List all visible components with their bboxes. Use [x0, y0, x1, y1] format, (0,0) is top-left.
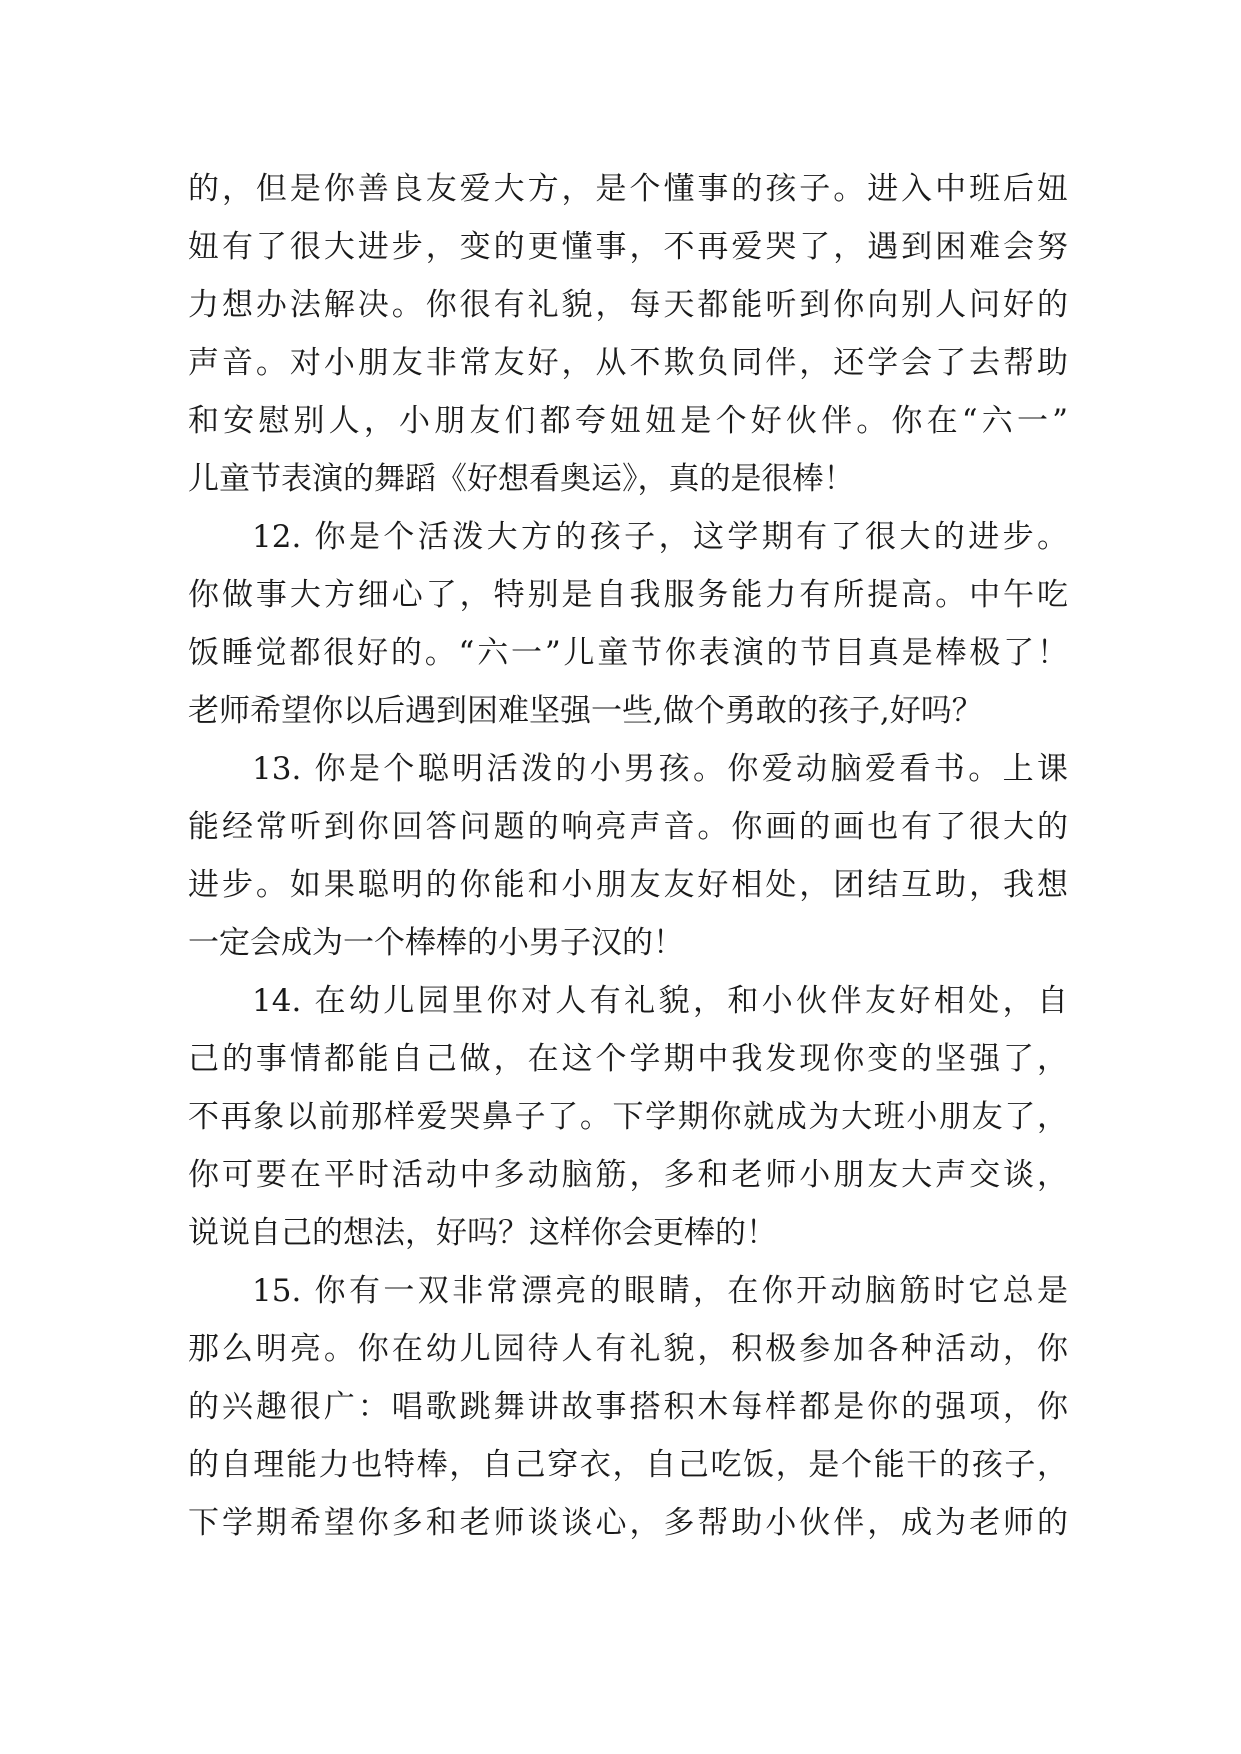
text-line: 儿童节表演的舞蹈《好想看奥运》，真的是很棒！: [188, 461, 855, 497]
text-line: 说说自己的想法，好吗？这样你会更棒的！: [188, 1215, 777, 1251]
paragraph-first-line: 14. 在幼儿园里你对人有礼貌，和小伙伴友好相处，自: [252, 983, 1068, 1019]
text-line: 的，但是你善良友爱大方，是个懂事的孩子。进入中班后妞: [188, 171, 1068, 207]
text-line: 不再象以前那样爱哭鼻子了。下学期你就成为大班小朋友了，: [188, 1099, 1068, 1135]
text-line: 能经常听到你回答问题的响亮声音。你画的画也有了很大的: [188, 809, 1068, 845]
paragraph-first-line: 15. 你有一双非常漂亮的眼睛，在你开动脑筋时它总是: [252, 1273, 1068, 1309]
text-line: 一定会成为一个棒棒的小男子汉的！: [188, 925, 684, 961]
text-line: 那么明亮。你在幼儿园待人有礼貌，积极参加各种活动，你: [188, 1331, 1068, 1367]
text-line: 声音。对小朋友非常友好，从不欺负同伴，还学会了去帮助: [188, 345, 1068, 381]
text-line: 下学期希望你多和老师谈谈心，多帮助小伙伴，成为老师的: [188, 1505, 1068, 1541]
text-line: 进步。如果聪明的你能和小朋友友好相处，团结互助，我想: [188, 867, 1068, 903]
text-line: 你可要在平时活动中多动脑筋，多和老师小朋友大声交谈，: [188, 1157, 1068, 1193]
text-line: 己的事情都能自己做，在这个学期中我发现你变的坚强了，: [188, 1041, 1068, 1077]
paragraph-first-line: 13. 你是个聪明活泼的小男孩。你爱动脑爱看书。上课: [252, 751, 1068, 787]
text-line: 你做事大方细心了，特别是自我服务能力有所提高。中午吃: [188, 577, 1068, 613]
text-line: 老师希望你以后遇到困难坚强一些,做个勇敢的孩子,好吗？: [188, 693, 983, 729]
text-line: 饭睡觉都很好的。“六一”儿童节你表演的节目真是棒极了！: [188, 635, 1068, 671]
text-line: 的自理能力也特棒，自己穿衣，自己吃饭，是个能干的孩子，: [188, 1447, 1068, 1483]
text-line: 和安慰别人，小朋友们都夸妞妞是个好伙伴。你在“六一”: [188, 403, 1068, 439]
paragraph-first-line: 12. 你是个活泼大方的孩子，这学期有了很大的进步。: [252, 519, 1068, 555]
text-line: 力想办法解决。你很有礼貌，每天都能听到你向别人问好的: [188, 287, 1068, 323]
text-line: 妞有了很大进步，变的更懂事，不再爱哭了，遇到困难会努: [188, 229, 1068, 265]
text-line: 的兴趣很广：唱歌跳舞讲故事搭积木每样都是你的强项，你: [188, 1389, 1068, 1425]
body-text: [188, 160, 1068, 1552]
